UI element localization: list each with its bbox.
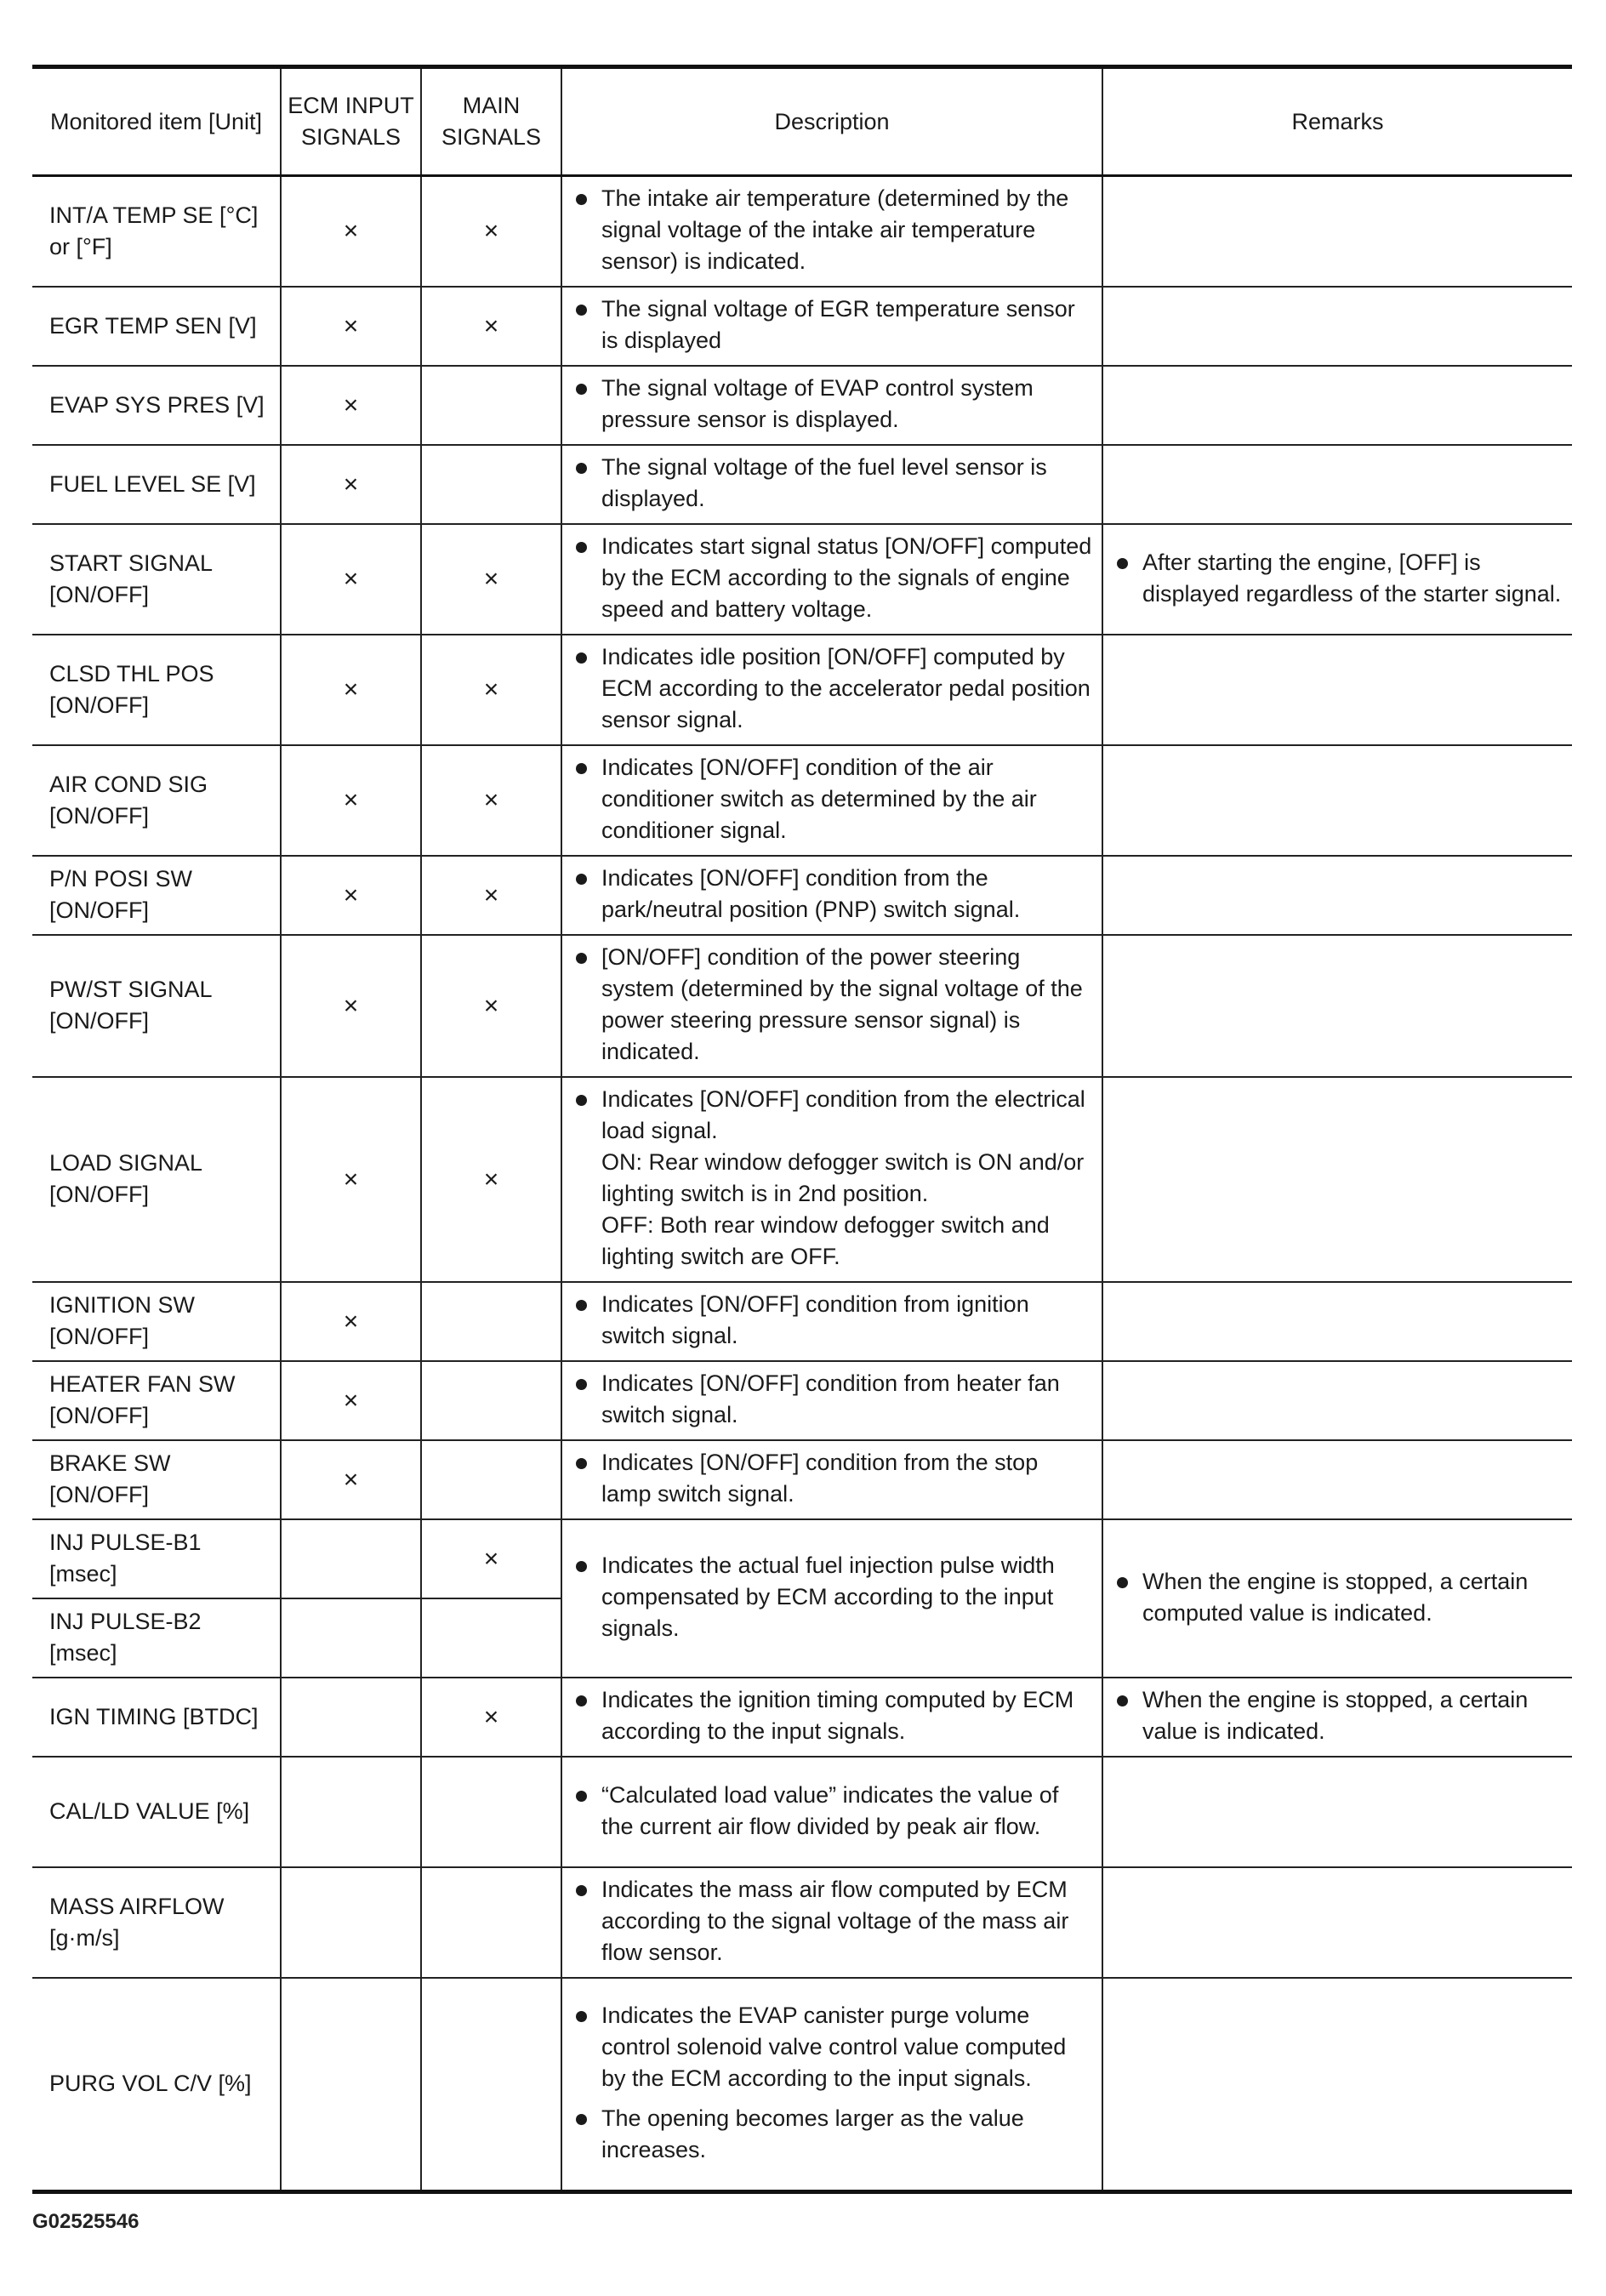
ecm-input-mark: × xyxy=(281,1077,421,1282)
remarks-cell xyxy=(1102,445,1572,524)
description-on-line: ON: Rear window defogger switch is ON and/or lighting switch is in 2nd position. xyxy=(601,1149,1085,1206)
description-text: Indicates [ON/OFF] condition from the park/neutral position (PNP) switch signal. xyxy=(574,863,1093,926)
remarks-cell xyxy=(1102,935,1572,1077)
table-row xyxy=(32,176,1572,287)
table-row xyxy=(32,1519,1572,1598)
item-cell: AIR COND SIG [ON/OFF] xyxy=(32,745,281,856)
ecm-input-mark xyxy=(281,1867,421,1978)
remarks-cell xyxy=(1102,1440,1572,1519)
table-row xyxy=(32,445,1572,524)
description-cell xyxy=(561,176,1102,287)
main-signal-mark: × xyxy=(421,635,561,745)
description-cell xyxy=(561,445,1102,524)
description-text: Indicates [ON/OFF] condition from the stop lamp switch signal. xyxy=(574,1447,1093,1510)
item-cell: CAL/LD VALUE [%] xyxy=(32,1757,281,1867)
main-signal-mark: × xyxy=(421,1678,561,1757)
ecm-input-mark: × xyxy=(281,176,421,287)
item-cell: INJ PULSE-B1 [msec] xyxy=(32,1519,281,1598)
description-text: Indicates start signal status [ON/OFF] computed by the ECM according to the signals of engine speed and battery voltage. xyxy=(574,531,1093,625)
item-cell: MASS AIRFLOW [g·m/s] xyxy=(32,1867,281,1978)
description-text: Indicates the actual fuel injection pulse width compensated by ECM according to the input signals. xyxy=(574,1550,1093,1644)
description-cell xyxy=(561,856,1102,935)
ecm-input-mark: × xyxy=(281,1440,421,1519)
remarks-cell xyxy=(1102,287,1572,366)
table-row xyxy=(32,635,1572,745)
remarks-text: When the engine is stopped, a certain value is indicated. xyxy=(1115,1684,1563,1747)
description-cell xyxy=(561,287,1102,366)
table-row xyxy=(32,935,1572,1077)
remarks-cell xyxy=(1102,856,1572,935)
item-cell: INJ PULSE-B2 [msec] xyxy=(32,1598,281,1678)
description-text: “Calculated load value” indicates the value of the current air flow divided by peak air flow. xyxy=(574,1780,1093,1843)
description-cell xyxy=(561,1867,1102,1978)
item-cell: PW/ST SIGNAL [ON/OFF] xyxy=(32,935,281,1077)
ecm-input-mark xyxy=(281,1757,421,1867)
remarks-cell xyxy=(1102,1757,1572,1867)
table-row xyxy=(32,287,1572,366)
item-cell: FUEL LEVEL SE [V] xyxy=(32,445,281,524)
description-text: [ON/OFF] condition of the power steering system (determined by the signal voltage of the power steering pressure sensor signal) is indicated. xyxy=(574,942,1093,1068)
description-cell xyxy=(561,1361,1102,1440)
item-cell: BRAKE SW [ON/OFF] xyxy=(32,1440,281,1519)
table-row xyxy=(32,1361,1572,1440)
ecm-input-mark: × xyxy=(281,935,421,1077)
description-cell xyxy=(561,1757,1102,1867)
table-row xyxy=(32,1978,1572,2192)
description-text xyxy=(574,1084,1093,1273)
remarks-cell xyxy=(1102,1077,1572,1282)
main-signal-mark xyxy=(421,1978,561,2192)
item-cell: CLSD THL POS [ON/OFF] xyxy=(32,635,281,745)
description-text: The signal voltage of the fuel level sensor is displayed. xyxy=(574,452,1093,515)
ecm-input-mark: × xyxy=(281,524,421,635)
remarks-cell xyxy=(1102,635,1572,745)
header-description: Description xyxy=(561,67,1102,176)
remarks-cell xyxy=(1102,176,1572,287)
remarks-text: After starting the engine, [OFF] is displayed regardless of the starter signal. xyxy=(1115,547,1563,610)
description-cell xyxy=(561,1282,1102,1361)
main-signal-mark: × xyxy=(421,176,561,287)
main-signal-mark xyxy=(421,1867,561,1978)
ecm-input-mark: × xyxy=(281,1282,421,1361)
main-signal-mark xyxy=(421,1757,561,1867)
remarks-cell xyxy=(1102,1519,1572,1678)
description-text: The signal voltage of EGR temperature sensor is displayed xyxy=(574,293,1093,356)
table-row xyxy=(32,745,1572,856)
description-text: The signal voltage of EVAP control system pressure sensor is displayed. xyxy=(574,373,1093,436)
table-row xyxy=(32,856,1572,935)
header-row xyxy=(32,67,1572,176)
table-row xyxy=(32,1678,1572,1757)
main-signal-mark xyxy=(421,366,561,445)
header-remarks: Remarks xyxy=(1102,67,1572,176)
description-cell xyxy=(561,524,1102,635)
ecm-input-mark: × xyxy=(281,856,421,935)
item-cell: HEATER FAN SW [ON/OFF] xyxy=(32,1361,281,1440)
description-text: Indicates [ON/OFF] condition from heater fan switch signal. xyxy=(574,1368,1093,1431)
main-signal-mark: × xyxy=(421,745,561,856)
item-cell: P/N POSI SW [ON/OFF] xyxy=(32,856,281,935)
main-signal-mark xyxy=(421,1282,561,1361)
description-cell xyxy=(561,745,1102,856)
ecm-input-mark: × xyxy=(281,445,421,524)
item-cell: EGR TEMP SEN [V] xyxy=(32,287,281,366)
description-text: Indicates the ignition timing computed by ECM according to the input signals. xyxy=(574,1684,1093,1747)
item-cell: IGNITION SW [ON/OFF] xyxy=(32,1282,281,1361)
ecm-input-mark xyxy=(281,1519,421,1598)
ecm-input-mark xyxy=(281,1678,421,1757)
table-row xyxy=(32,1282,1572,1361)
remarks-cell xyxy=(1102,524,1572,635)
table-row xyxy=(32,524,1572,635)
description-cell xyxy=(561,1440,1102,1519)
description-cell xyxy=(561,1077,1102,1282)
header-main-signals: MAIN SIGNALS xyxy=(421,67,561,176)
header-ecm-input-signals: ECM INPUT SIGNALS xyxy=(281,67,421,176)
description-text: Indicates the EVAP canister purge volume control solenoid valve control value computed by the ECM according to the input signals. xyxy=(574,2000,1093,2094)
description-text: Indicates [ON/OFF] condition of the air conditioner switch as determined by the air conditioner signal. xyxy=(574,752,1093,846)
table-row xyxy=(32,1077,1572,1282)
description-line: Indicates [ON/OFF] condition from the electrical load signal. xyxy=(601,1086,1085,1143)
remarks-cell xyxy=(1102,1361,1572,1440)
ecm-input-mark: × xyxy=(281,287,421,366)
main-signal-mark: × xyxy=(421,1077,561,1282)
description-cell xyxy=(561,935,1102,1077)
remarks-cell xyxy=(1102,1678,1572,1757)
main-signal-mark xyxy=(421,1440,561,1519)
ecm-input-mark: × xyxy=(281,366,421,445)
remarks-cell xyxy=(1102,1282,1572,1361)
monitored-items-table xyxy=(32,65,1572,2194)
item-cell: LOAD SIGNAL [ON/OFF] xyxy=(32,1077,281,1282)
table-row xyxy=(32,366,1572,445)
ecm-input-mark: × xyxy=(281,745,421,856)
item-cell: PURG VOL C/V [%] xyxy=(32,1978,281,2192)
table-row xyxy=(32,1867,1572,1978)
description-off-line: OFF: Both rear window defogger switch and lighting switch are OFF. xyxy=(601,1212,1050,1269)
description-text-2: The opening becomes larger as the value increases. xyxy=(574,2103,1093,2166)
description-text: Indicates [ON/OFF] condition from ignition switch signal. xyxy=(574,1289,1093,1352)
item-cell: EVAP SYS PRES [V] xyxy=(32,366,281,445)
main-signal-mark xyxy=(421,1361,561,1440)
description-cell xyxy=(561,1678,1102,1757)
figure-id: G02525546 xyxy=(32,2210,140,2233)
ecm-input-mark: × xyxy=(281,1361,421,1440)
description-cell xyxy=(561,635,1102,745)
item-cell: IGN TIMING [BTDC] xyxy=(32,1678,281,1757)
description-cell xyxy=(561,1519,1102,1678)
ecm-input-mark xyxy=(281,1598,421,1678)
ecm-input-mark xyxy=(281,1978,421,2192)
main-signal-mark: × xyxy=(421,1519,561,1598)
main-signal-mark: × xyxy=(421,935,561,1077)
header-monitored-item: Monitored item [Unit] xyxy=(32,67,281,176)
remarks-text: When the engine is stopped, a certain computed value is indicated. xyxy=(1115,1566,1563,1629)
description-text: Indicates the mass air flow computed by ECM according to the signal voltage of the mass air flow sensor. xyxy=(574,1874,1093,1968)
ecm-input-mark: × xyxy=(281,635,421,745)
table-row xyxy=(32,1757,1572,1867)
main-signal-mark: × xyxy=(421,524,561,635)
description-text: Indicates idle position [ON/OFF] computed by ECM according to the accelerator pedal position sensor signal. xyxy=(574,641,1093,736)
main-signal-mark: × xyxy=(421,856,561,935)
description-cell xyxy=(561,366,1102,445)
table-row xyxy=(32,1440,1572,1519)
item-cell: START SIGNAL [ON/OFF] xyxy=(32,524,281,635)
main-signal-mark: × xyxy=(421,287,561,366)
main-signal-mark xyxy=(421,1598,561,1678)
remarks-cell xyxy=(1102,1867,1572,1978)
remarks-cell xyxy=(1102,745,1572,856)
item-cell: INT/A TEMP SE [°C] or [°F] xyxy=(32,176,281,287)
description-text: The intake air temperature (determined by the signal voltage of the intake air temperature sensor) is indicated. xyxy=(574,183,1093,277)
remarks-cell xyxy=(1102,1978,1572,2192)
remarks-cell xyxy=(1102,366,1572,445)
main-signal-mark xyxy=(421,445,561,524)
description-cell xyxy=(561,1978,1102,2192)
